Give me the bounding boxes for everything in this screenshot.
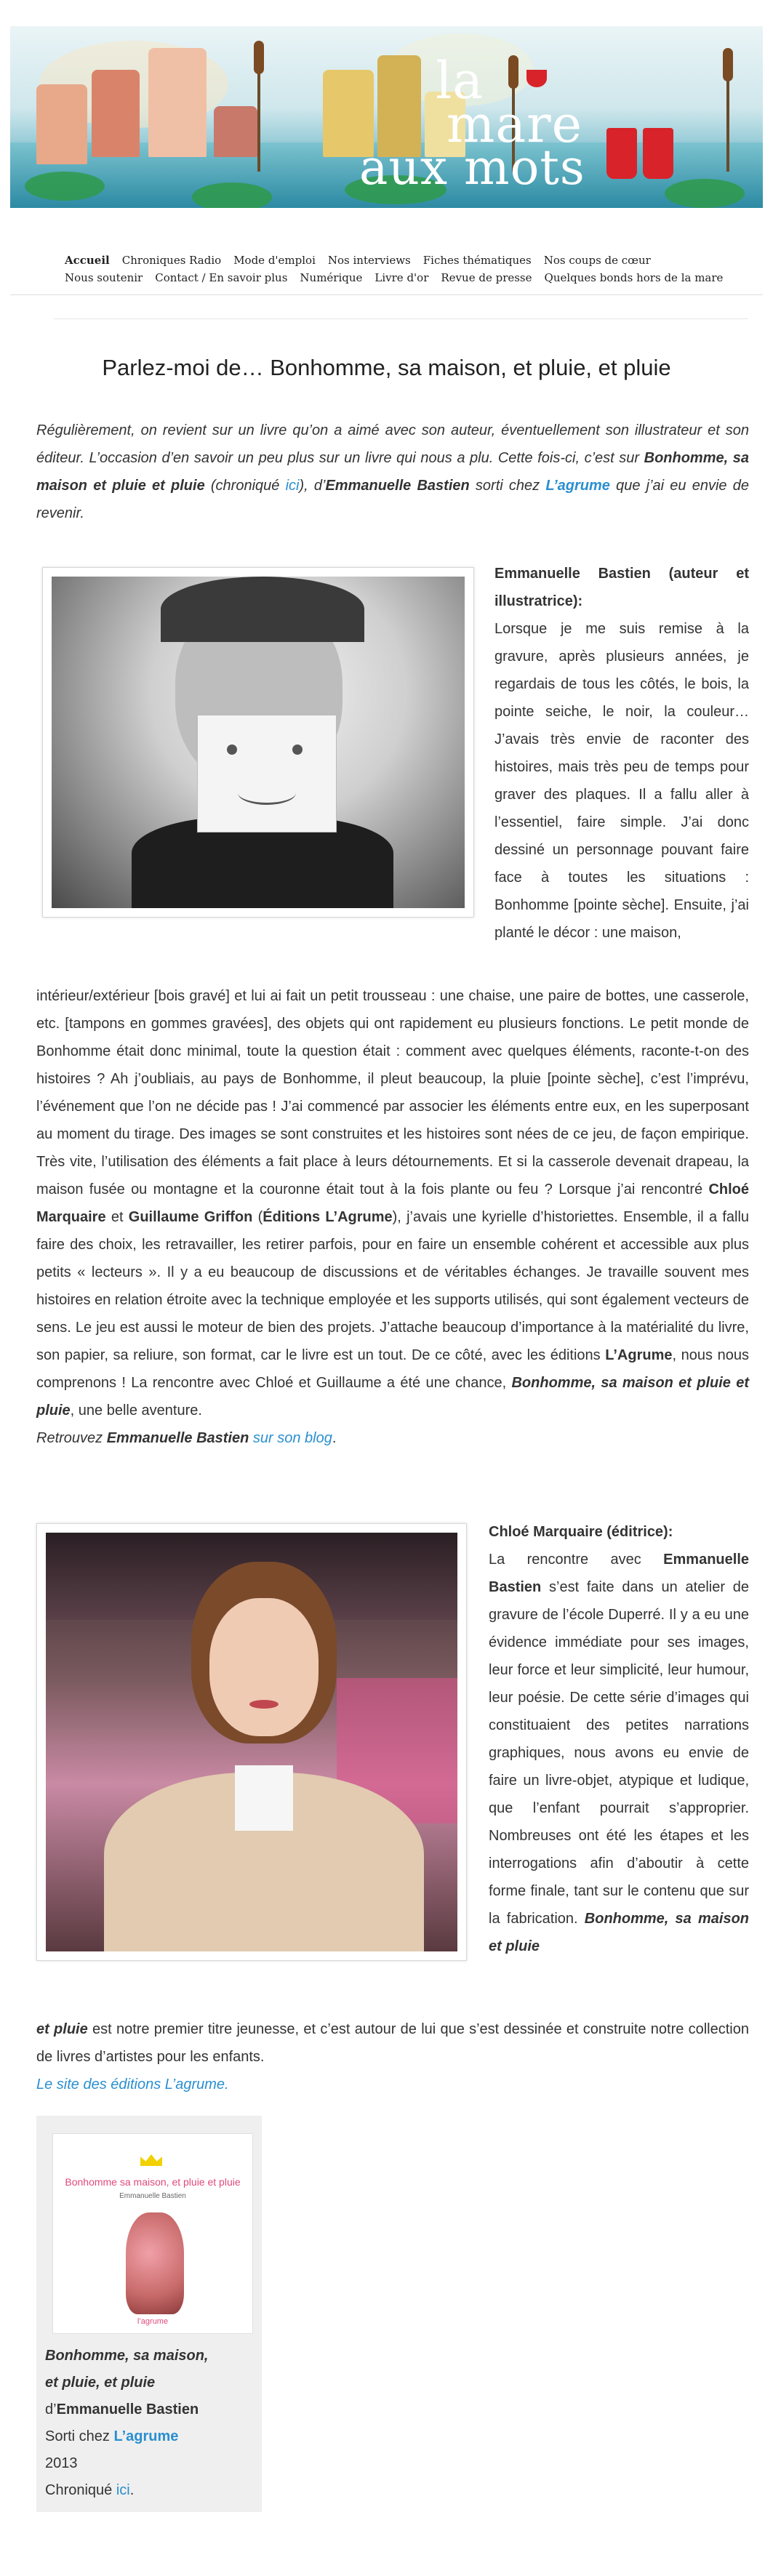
photo-chloe-frame	[36, 1523, 467, 1961]
book-card-year: 2013	[45, 2455, 78, 2471]
section2-name: Emmanuelle Bastien	[489, 1552, 749, 1595]
section1-text: et	[105, 1209, 129, 1225]
lily-pad	[192, 182, 272, 208]
site-banner[interactable]	[10, 26, 763, 208]
section1-text: , nous nous comprenons ! La rencontre avec Chloé et Guillaume a été une chance,	[36, 1347, 749, 1391]
retrouvez-text: Retrouvez	[36, 1430, 107, 1446]
lily-pad	[665, 179, 745, 208]
photo-emmanuelle-frame	[42, 567, 474, 918]
section-emmanuelle-paragraph-a: Lorsque je me suis remise à la gravure, après plusieurs années, je regardais de tous les côtés, le bois, la pointe seiche, le noir, la couleur… J’avais très envie de raconter des histoires, mais très peu de temps pour graver des plaques. Il a fallu aller à l’essentiel, faire simple. J’ai donc dessiné un personnage pouvant faire face à toutes les situations : Bonhomme [pointe sèche]. Ensuite, j’ai planté le décor : une maison,	[494, 621, 749, 941]
nav-item-bonds[interactable]: Quelques bonds hors de la mare	[544, 271, 724, 284]
name-lagrume: L’Agrume	[605, 1347, 673, 1363]
intro-publisher-link[interactable]: L’agrume	[545, 478, 610, 494]
book-card-review-link[interactable]: ici	[116, 2482, 130, 2498]
intro-review-link[interactable]: ici	[285, 478, 300, 494]
book-card-publisher-link[interactable]: L’agrume	[113, 2428, 179, 2444]
book-card-by: d’	[45, 2402, 57, 2417]
banner-house	[214, 106, 257, 157]
nav-item-mode-emploi[interactable]: Mode d'emploi	[233, 254, 316, 267]
book-card-title-line2: et pluie, et pluie	[45, 2375, 156, 2391]
editions-site-link[interactable]: Le site des éditions L’agrume.	[36, 2077, 229, 2093]
book-card-review-line	[45, 2477, 256, 2504]
photo-hair	[161, 577, 364, 642]
section-chloe-heading: Chloé Marquaire (éditrice):	[489, 1524, 673, 1540]
section1-text: intérieur/extérieur [bois gravé] et lui ai fait un petit trousseau : une chaise, une paire de bottes, une casserole, etc. [tampons en gommes gravées], des objets qui ont rapidement eu plusieurs fonctions. Le petit monde de Bonhomme était donc minimal, toute la question était : comment avec quelques éléments, raconte-t-on des histoires ? Ah j’oubliais, au pays de Bonhomme, il pleut beaucoup, la pluie [pointe sèche], c’est l’imprévu, l’événement que l’on ne décide pas ! J’ai commencé par associer les éléments entre eux, en les superposant au moment du tirage. Des images se sont construites et les histoires sont nées de ce jeu, de façon empirique. Très vite, l’utilisation des éléments a fait place à leurs détournements. Et si la casserole devenait drapeau, la maison fusée ou montagne et la couronne était tout à la fois plante ou feu ? Lorsque j’ai rencontré	[36, 988, 749, 1197]
post-title: Parlez-moi de… Bonhomme, sa maison, et pluie, et pluie	[102, 355, 671, 380]
intro-text: ), d’	[299, 478, 326, 494]
section1-text: , une belle aventure.	[70, 1403, 202, 1419]
nav-item-fiches[interactable]: Fiches thématiques	[422, 254, 532, 267]
section-chloe-column	[489, 1518, 749, 1960]
section-chloe-paragraph	[489, 1546, 749, 1960]
red-boot	[606, 128, 637, 179]
intro-text: sorti chez	[469, 478, 546, 494]
nav-row-1	[65, 252, 741, 269]
name-editions: Éditions L’Agrume	[263, 1209, 393, 1225]
intro-author: Emmanuelle Bastien	[325, 478, 470, 494]
cover-illustration	[126, 2212, 184, 2314]
section2-text: La rencontre avec	[489, 1552, 664, 1568]
red-boot	[643, 128, 673, 179]
nav-item-soutenir[interactable]: Nous soutenir	[65, 271, 143, 284]
book-card-info	[45, 2343, 256, 2504]
main-nav	[65, 252, 741, 286]
nav-item-revue-presse[interactable]: Revue de presse	[441, 271, 532, 284]
book-card	[36, 2116, 262, 2512]
mask-smile	[238, 781, 296, 805]
nav-item-coups-de-coeur[interactable]: Nos coups de cœur	[543, 254, 651, 267]
cover-publisher: l’agrume	[137, 2317, 169, 2326]
nav-row-2	[65, 269, 741, 286]
book-card-publisher-line	[45, 2423, 256, 2450]
banner-house	[92, 70, 140, 157]
content-divider	[54, 318, 748, 319]
book-card-published-by: Sorti chez	[45, 2428, 114, 2444]
photo-emmanuelle-bastien[interactable]	[52, 577, 465, 908]
section2-text: s’est faite dans un atelier de gravure de l’école Duperré. Il y a eu une évidence immédiate pour ses images, leur force et leur simplicité, leur humour, leur poésie. De cette série d’images qui constituaient des petites narrations graphiques, nous avons eu envie de faire un livre-objet, atypique et ludique, que l’enfant pourrait s’approprier. Nombreuses ont été les étapes et les interrogations afin d’aboutir à cette forme finale, tant sur le contenu que sur la fabrication.	[489, 1579, 749, 1927]
name-chloe: Chloé Marquaire	[36, 1181, 749, 1225]
site-title-la: la	[436, 51, 484, 111]
intro-text: (chroniqué	[204, 478, 286, 494]
nav-divider	[10, 294, 763, 295]
lily-pad	[25, 172, 105, 201]
paper-mask	[197, 715, 337, 832]
nav-item-contact[interactable]: Contact / En savoir plus	[155, 271, 288, 284]
section2-book-title-cont: et pluie	[36, 2021, 88, 2037]
nav-item-livre-dor[interactable]: Livre d'or	[375, 271, 429, 284]
photo-lips	[249, 1700, 279, 1709]
cattail	[508, 55, 518, 89]
nav-item-chroniques-radio[interactable]: Chroniques Radio	[121, 254, 222, 267]
book-title-inline: Bonhomme, sa maison et pluie et pluie	[36, 1375, 750, 1419]
cover-title: Bonhomme sa maison, et pluie et pluie	[65, 2176, 241, 2188]
photo-shirt	[235, 1765, 293, 1831]
site-title-mare: mare	[446, 95, 582, 154]
section2-book-title: Bonhomme, sa maison et pluie	[489, 1911, 750, 1954]
nav-item-interviews[interactable]: Nos interviews	[327, 254, 411, 267]
book-cover[interactable]	[52, 2133, 253, 2334]
book-card-reviewed: Chroniqué	[45, 2482, 116, 2498]
section-emmanuelle-column	[494, 560, 749, 947]
photo-chloe-marquaire[interactable]	[46, 1533, 457, 1951]
book-card-review-end: .	[129, 2482, 135, 2498]
section1-text: ), j’avais une kyrielle d’historiettes. Ensemble, il a fallu faire des choix, les retravailler, les retirer parfois, pour en faire un ensemble cohérent et accessible aux plus petits « lecteurs ». Il y a eu beaucoup de discussions et de véritables échanges. Je travaille souvent mes histoires en relation étroite avec la technique employée et les supports utilisés, qui sont également vecteurs de sens. Le jeu est aussi le moteur de bien des projets. J’attache beaucoup d’importance à la matérialité du livre, son papier, sa reliure, son format, car le livre est un tout. De ce côté, avec les éditions	[36, 1209, 750, 1363]
book-card-title-line1: Bonhomme, sa maison,	[45, 2348, 209, 2364]
cattail	[723, 48, 733, 81]
banner-house	[148, 48, 207, 157]
mask-eye	[227, 745, 237, 755]
book-card-author: Emmanuelle Bastien	[56, 2402, 199, 2417]
book-card-author-line	[45, 2396, 256, 2423]
photo-face	[209, 1598, 319, 1736]
cover-author: Emmanuelle Bastien	[119, 2192, 186, 2200]
post-intro	[36, 417, 749, 527]
nav-item-accueil[interactable]: Accueil	[65, 254, 110, 267]
intro-text: Régulièrement, on revient sur un livre qu’on a aimé avec son auteur, éventuellement son illustrateur et son éditeur. L’occasion d’en savoir un peu plus sur un livre qui nous a plu. Cette fois-ci, c’est sur	[36, 422, 749, 466]
section1-text: (	[252, 1209, 263, 1225]
retrouvez-end: .	[332, 1430, 337, 1446]
name-guillaume: Guillaume Griffon	[128, 1209, 253, 1225]
mask-eye	[292, 745, 303, 755]
site-title-aux-mots: aux mots	[359, 140, 585, 196]
section2-text: est notre premier titre jeunesse, et c’est autour de lui que s’est dessinée et construite notre collection de livres d’artistes pour les enfants.	[36, 2021, 749, 2065]
red-flower	[526, 70, 547, 87]
retrouvez-name: Emmanuelle Bastien	[106, 1430, 249, 1446]
section-emmanuelle-heading: Emmanuelle Bastien (auteur et illustratrice):	[494, 566, 749, 609]
intro-text: que j’ai eu envie de revenir.	[36, 478, 749, 521]
crown-icon	[140, 2154, 162, 2166]
section-emmanuelle-continued	[36, 982, 749, 1452]
nav-item-numerique[interactable]: Numérique	[300, 271, 363, 284]
intro-book-title: Bonhomme, sa maison et pluie et pluie	[36, 450, 749, 494]
cattail	[254, 41, 264, 74]
banner-house	[36, 84, 87, 164]
section-chloe-continued	[36, 2015, 749, 2098]
blog-link[interactable]: sur son blog	[252, 1430, 332, 1446]
